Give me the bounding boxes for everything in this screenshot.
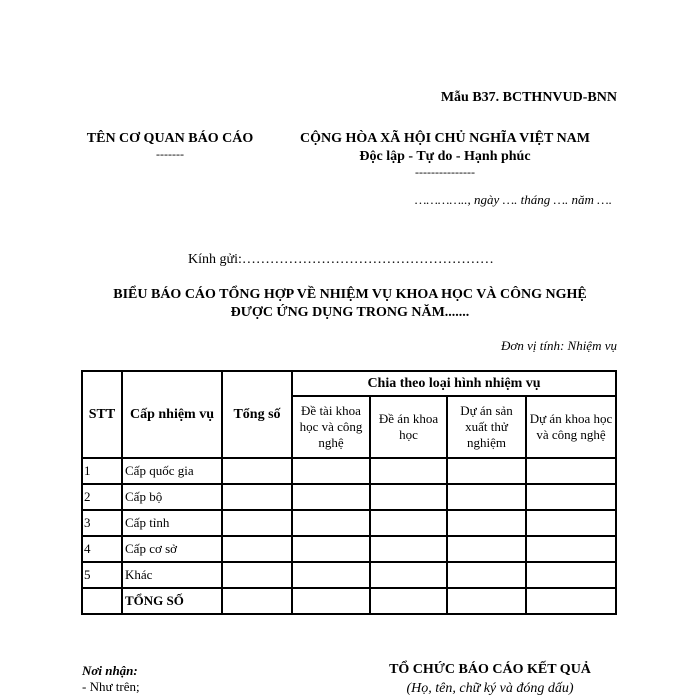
cell (447, 588, 526, 614)
nation-motto: Độc lập - Tự do - Hạnh phúc (359, 149, 531, 164)
cell (526, 562, 616, 588)
nation-divider: --------------- (415, 165, 475, 179)
cell (447, 562, 526, 588)
cell (447, 536, 526, 562)
cell (370, 510, 447, 536)
table-row (82, 536, 616, 562)
cell (370, 484, 447, 510)
cell (447, 510, 526, 536)
report-title (60, 286, 640, 322)
report-title-line-1: BIỂU BÁO CÁO TỔNG HỢP VỀ NHIỆM VỤ KHOA HỌC VÀ CÔNG NGHỆ (113, 287, 587, 302)
cell (526, 588, 616, 614)
row-level: Cấp bộ (122, 484, 222, 510)
date-line: ………….., ngày …. tháng …. năm …. (414, 192, 612, 207)
cell (222, 536, 292, 562)
receivers-block (82, 663, 140, 695)
report-title-line-2: ĐƯỢC ỨNG DỤNG TRONG NĂM....... (230, 305, 470, 320)
signature-note: (Họ, tên, chữ ký và đóng dấu) (406, 681, 574, 696)
cell (526, 510, 616, 536)
row-level: Cấp cơ sở (122, 536, 222, 562)
header-sub-topic: Đề tài khoa học và công nghệ (292, 396, 370, 458)
cell (526, 458, 616, 484)
header-sub-trial: Dự án sản xuất thử nghiệm (447, 396, 526, 458)
cell (370, 458, 447, 484)
nation-name: CỘNG HÒA XÃ HỘI CHỦ NGHĨA VIỆT NAM (299, 131, 590, 146)
cell (292, 458, 370, 484)
cell (292, 510, 370, 536)
report-table (81, 370, 617, 615)
signature-org: TỔ CHỨC BÁO CÁO KẾT QUẢ (389, 662, 591, 677)
receiver-item: - Như trên; (82, 679, 140, 694)
agency-divider: ------- (156, 147, 184, 161)
table-row (82, 510, 616, 536)
header-level: Cấp nhiệm vụ (122, 371, 222, 458)
header-stt: STT (82, 371, 122, 458)
cell (447, 484, 526, 510)
cell (292, 588, 370, 614)
cell (222, 588, 292, 614)
unit-line: Đơn vị tính: Nhiệm vụ (501, 338, 617, 353)
header-group: Chia theo loại hình nhiệm vụ (292, 371, 616, 396)
row-stt: 5 (82, 562, 122, 588)
cell (370, 588, 447, 614)
agency-name: TÊN CƠ QUAN BÁO CÁO (86, 131, 254, 146)
header-sub-scheme: Đề án khoa học (370, 396, 447, 458)
cell (526, 484, 616, 510)
row-stt (82, 588, 122, 614)
row-level-total: TỔNG SỐ (122, 588, 222, 614)
cell (222, 458, 292, 484)
row-stt: 3 (82, 510, 122, 536)
form-code: Mẫu B37. BCTHNVUD-BNN (440, 90, 617, 105)
signature-block (360, 660, 620, 698)
table-row (82, 484, 616, 510)
row-stt: 2 (82, 484, 122, 510)
row-stt: 1 (82, 458, 122, 484)
cell (370, 562, 447, 588)
row-stt: 4 (82, 536, 122, 562)
cell (292, 562, 370, 588)
cell (222, 484, 292, 510)
cell (292, 536, 370, 562)
row-level: Cấp tỉnh (122, 510, 222, 536)
header-total: Tổng số (222, 371, 292, 458)
recipient-line: Kính gửi:……………………………………………… (188, 252, 494, 267)
row-level: Cấp quốc gia (122, 458, 222, 484)
table-row (82, 458, 616, 484)
nation-header (280, 131, 610, 179)
receivers-label: Nơi nhận: (82, 663, 138, 678)
cell (370, 536, 447, 562)
cell (222, 510, 292, 536)
cell (292, 484, 370, 510)
cell (447, 458, 526, 484)
cell (526, 536, 616, 562)
header-sub-project: Dự án khoa học và công nghệ (526, 396, 616, 458)
cell (222, 562, 292, 588)
agency-block (80, 131, 260, 161)
table-row (82, 562, 616, 588)
row-level: Khác (122, 562, 222, 588)
table-row-total (82, 588, 616, 614)
